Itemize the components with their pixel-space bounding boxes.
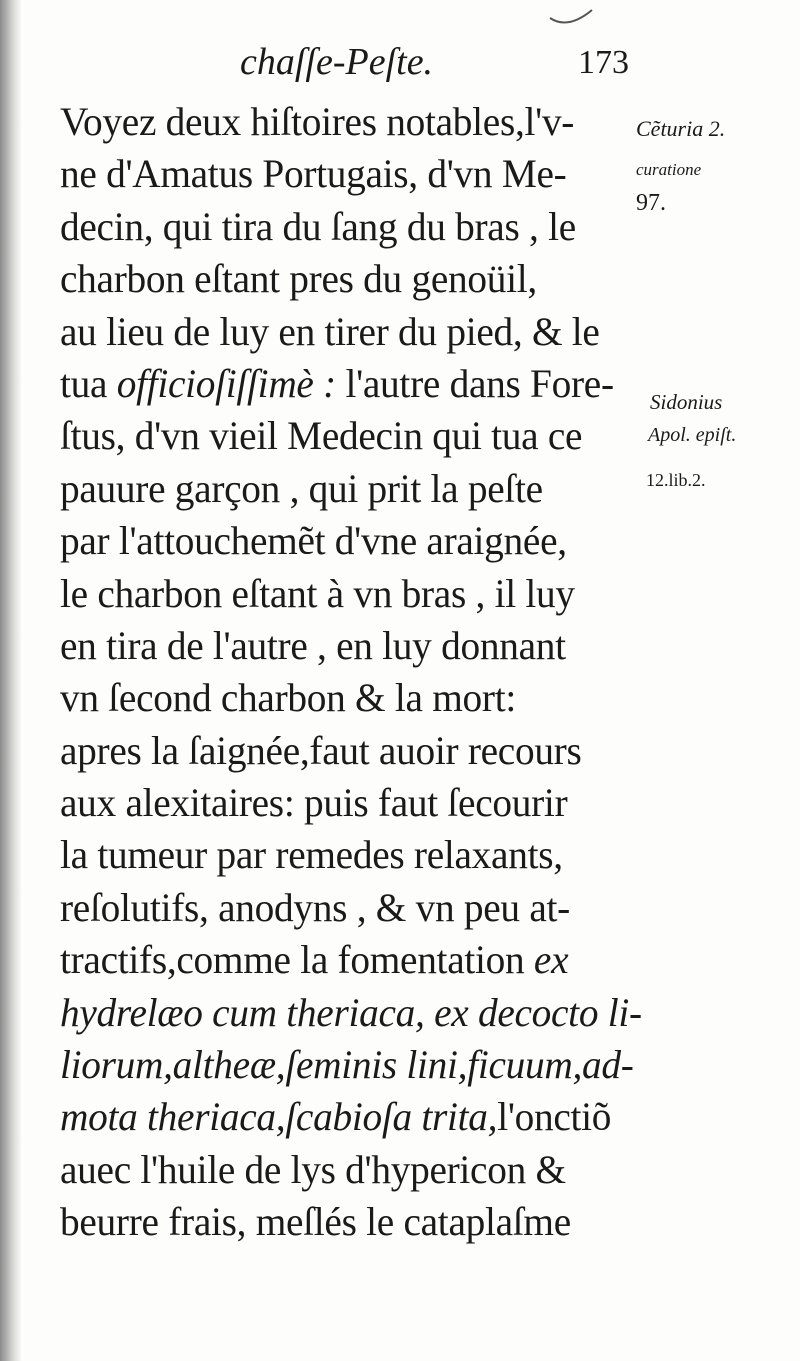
- text-span: beurre frais, meſlés le cataplaſme: [60, 1199, 571, 1245]
- text-span: apres la ſaignée,faut auoir recours: [60, 727, 582, 773]
- margin-note: Sidonius: [650, 390, 723, 414]
- margin-note: 97.: [636, 190, 666, 216]
- page-number: 173: [578, 44, 629, 81]
- italic-span: hydrelæo cum theriaca, ex decocto li-: [60, 989, 642, 1035]
- text-span: l'onctiõ: [497, 1094, 612, 1140]
- text-line: [60, 148, 650, 200]
- text-span: reſolutifs, anodyns , & vn peu at-: [60, 884, 570, 930]
- text-line: [60, 882, 650, 934]
- text-line: [60, 1196, 650, 1248]
- italic-span: mota theriaca,ſcabioſa trita,: [60, 1094, 498, 1140]
- margin-note: curatione: [636, 160, 702, 179]
- body-text: [60, 96, 660, 1249]
- margin-note: 12.lib.2.: [646, 470, 706, 490]
- text-span: l'autre dans Fore-: [335, 360, 614, 406]
- text-line: [60, 358, 650, 410]
- text-span: aux alexitaires: puis faut ſecourir: [60, 780, 568, 826]
- text-span: ſtus, d'vn vieil Medecin qui tua ce: [60, 413, 583, 459]
- text-line: [60, 515, 650, 567]
- text-span: ne d'Amatus Portugais, d'vn Me-: [60, 151, 567, 197]
- running-head: chaſſe-Peſte.: [240, 41, 434, 83]
- text-line: [60, 96, 650, 148]
- text-line: [60, 934, 650, 986]
- margin-note: Cẽturia 2.: [636, 116, 726, 141]
- text-line: [60, 1144, 650, 1196]
- text-line: [60, 253, 650, 305]
- text-span: auec l'huile de lys d'hypericon &: [60, 1146, 566, 1192]
- margin-note: Apol. epiſt.: [648, 424, 737, 446]
- text-line: [60, 410, 650, 462]
- text-line: [60, 620, 650, 672]
- text-line: [60, 1091, 650, 1143]
- text-line: [60, 672, 650, 724]
- text-line: [60, 1039, 650, 1091]
- text-span: vn ſecond charbon & la mort:: [60, 675, 516, 721]
- text-line: [60, 829, 650, 881]
- page-curl-mark: [548, 4, 598, 28]
- text-span: en tira de l'autre , en luy donnant: [60, 622, 566, 668]
- text-span: Voyez deux hiſtoires notables,l'v-: [60, 99, 575, 144]
- text-span: pauure garçon , qui prit la peſte: [60, 465, 543, 511]
- italic-span: officioſiſſimè :: [116, 360, 336, 406]
- text-line: [60, 306, 650, 358]
- text-span: tractifs,comme la fomentation: [60, 937, 534, 983]
- text-span: le charbon eſtant à vn bras , il luy: [60, 570, 575, 616]
- text-line: [60, 463, 650, 515]
- text-span: charbon eſtant pres du genoüil,: [60, 256, 537, 302]
- text-line: [60, 777, 650, 829]
- text-line: [60, 201, 650, 253]
- text-span: la tumeur par remedes relaxants,: [60, 832, 563, 878]
- italic-span: liorum,altheæ,ſeminis lini,ficuum,ad-: [60, 1042, 634, 1088]
- page-header: [0, 40, 800, 90]
- page-gutter-shadow: [0, 0, 22, 1361]
- text-span: par l'attouchemẽt d'vne araignée,: [60, 518, 567, 564]
- text-line: [60, 725, 650, 777]
- text-line: [60, 987, 650, 1039]
- text-span: decin, qui tira du ſang du bras , le: [60, 203, 576, 249]
- text-span: au lieu de luy en tirer du pied, & le: [60, 308, 600, 354]
- text-line: [60, 568, 650, 620]
- italic-span: ex: [533, 937, 569, 983]
- text-span: tua: [60, 360, 117, 406]
